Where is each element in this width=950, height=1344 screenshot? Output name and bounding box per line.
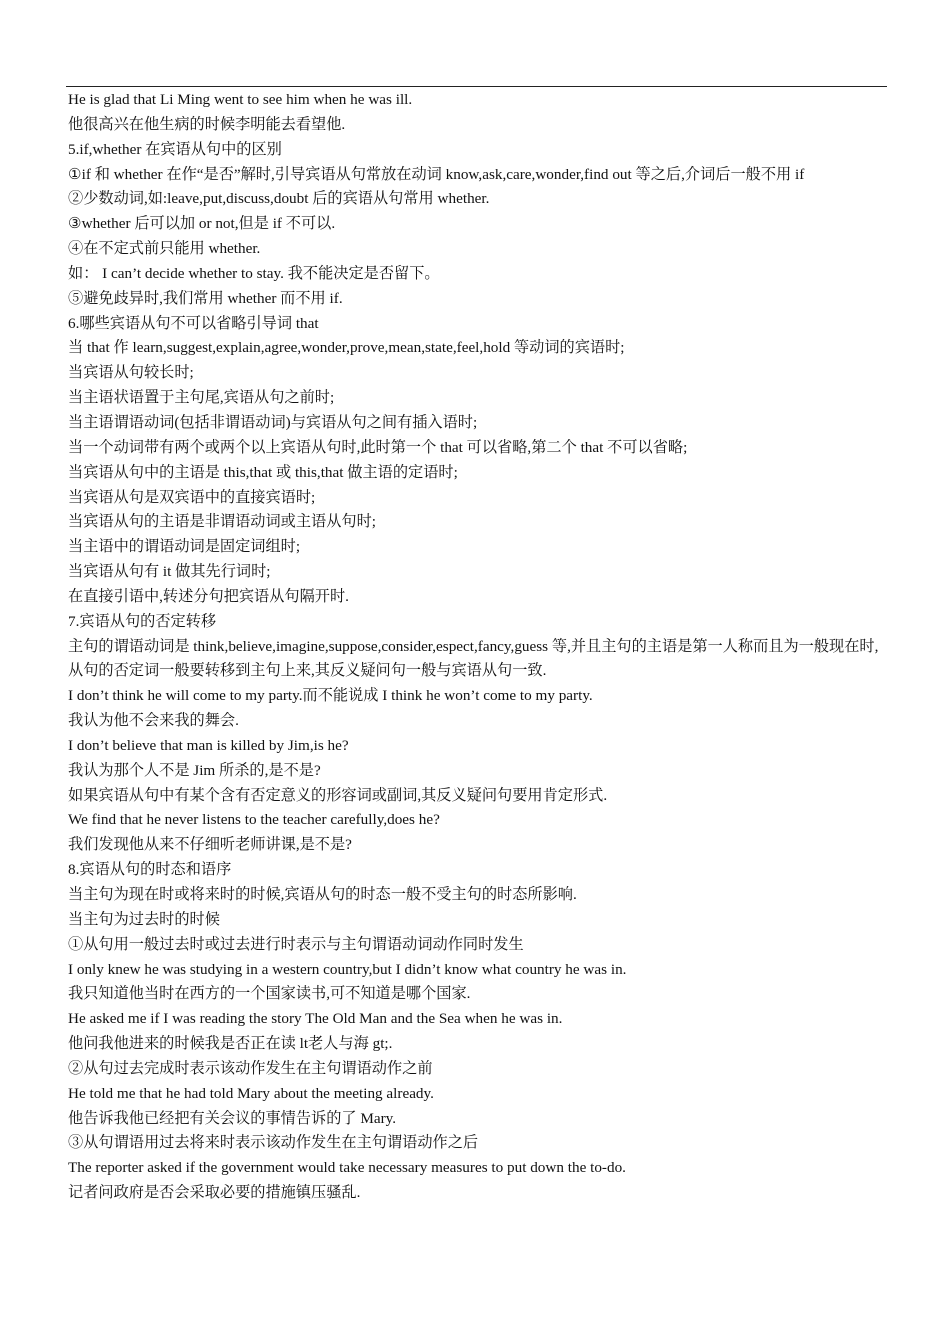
text-line: ③whether 后可以加 or not,但是 if 不可以. <box>68 215 336 233</box>
text-line: 当主语谓语动词(包括非谓语动词)与宾语从句之间有插入语时; <box>68 413 478 431</box>
text-line: 他告诉我他已经把有关会议的事情告诉的了 Mary. <box>68 1109 397 1127</box>
text-line: 在直接引语中,转述分句把宾语从句隔开时. <box>68 587 349 605</box>
text-line: 当宾语从句有 it 做其先行词时; <box>68 563 271 581</box>
text-line: I don’t think he will come to my party.而不能说成 I think he won’t come to my party. <box>68 687 593 705</box>
document-body <box>68 88 886 1206</box>
text-line: He is glad that Li Ming went to see him when he was ill. <box>68 91 413 108</box>
text-line: ⑤避免歧异时,我们常用 whether 而不用 if. <box>68 289 343 307</box>
text-line: I don’t believe that man is killed by Jim,is he? <box>68 736 349 754</box>
text-line: 如果宾语从句中有某个含有否定意义的形容词或副词,其反义疑问句要用肯定形式. <box>68 786 608 804</box>
text-line: 当主语中的谓语动词是固定词组时; <box>68 538 301 556</box>
text-line: We find that he never listens to the teacher carefully,does he? <box>68 811 440 829</box>
text-line: 记者问政府是否会采取必要的措施镇压骚乱. <box>68 1184 361 1202</box>
text-line: 当 that 作 learn,suggest,explain,agree,wonder,prove,mean,state,feel,hold 等动词的宾语时; <box>68 339 625 357</box>
text-line: 如： I can’t decide whether to stay. 我不能决定是否留下。 <box>68 264 440 282</box>
text-line: 我们发现他从来不仔细听老师讲课,是不是? <box>68 836 352 854</box>
text-line: 我认为他不会来我的舞会. <box>68 712 239 730</box>
section-heading: 6.哪些宾语从句不可以省略引导词 that <box>68 314 319 332</box>
section-heading: 5.if,whether 在宾语从句中的区别 <box>68 140 282 158</box>
text-line: He asked me if I was reading the story The Old Man and the Sea when he was in. <box>68 1010 563 1028</box>
text-paragraph: ①if 和 whether 在作“是否”解时,引导宾语从句常放在动词 know,ask,care,wonder,find out 等之后,介词后一般不用 if <box>68 165 805 183</box>
text-line: He told me that he had told Mary about the meeting already. <box>68 1084 434 1102</box>
text-line: 当宾语从句是双宾语中的直接宾语时; <box>68 488 316 506</box>
text-line: ②从句过去完成时表示该动作发生在主句谓语动作之前 <box>68 1059 433 1077</box>
text-line: 我只知道他当时在西方的一个国家读书,可不知道是哪个国家. <box>68 985 471 1003</box>
text-line: 当宾语从句较长时; <box>68 364 194 382</box>
text-line: The reporter asked if the government would take necessary measures to put down the to-do. <box>68 1159 626 1177</box>
text-line: 我认为那个人不是 Jim 所杀的,是不是? <box>68 761 321 779</box>
text-line: I only knew he was studying in a western country,but I didn’t know what country he was in. <box>68 960 627 978</box>
text-line: ④在不定式前只能用 whether. <box>68 240 261 258</box>
section-heading: 8.宾语从句的时态和语序 <box>68 861 232 879</box>
text-line: 当宾语从句中的主语是 this,that 或 this,that 做主语的定语时; <box>68 463 458 481</box>
text-line: 他问我他进来的时候我是否正在读 lt老人与海 gt;. <box>68 1035 393 1053</box>
header-rule <box>66 86 887 87</box>
text-line: 当主句为过去时的时候 <box>68 910 220 928</box>
text-line: 当主句为现在时或将来时的时候,宾语从句的时态一般不受主句的时态所影响. <box>68 886 577 903</box>
text-line: 当一个动词带有两个或两个以上宾语从句时,此时第一个 that 可以省略,第二个 that 不可以省略; <box>68 438 688 456</box>
text-line: ②少数动词,如:leave,put,discuss,doubt 后的宾语从句常用 whether. <box>68 190 490 208</box>
text-paragraph: 主句的谓语动词是 think,believe,imagine,suppose,consider,espect,fancy,guess 等,并且主句的主语是第一人称而且为一般现在时,从句的否定词一般要转移到主句上来,其反义疑问句一般与宾语从句一致. <box>68 637 879 680</box>
text-line: 当宾语从句的主语是非谓语动词或主语从句时; <box>68 513 376 531</box>
text-line: 他很高兴在他生病的时候李明能去看望他. <box>68 115 346 133</box>
section-heading: 7.宾语从句的否定转移 <box>68 612 217 630</box>
text-line: 当主语状语置于主句尾,宾语从句之前时; <box>68 389 335 407</box>
text-line: ③从句谓语用过去将来时表示该动作发生在主句谓语动作之后 <box>68 1134 479 1152</box>
text-line: ①从句用一般过去时或过去进行时表示与主句谓语动词动作同时发生 <box>68 935 524 953</box>
